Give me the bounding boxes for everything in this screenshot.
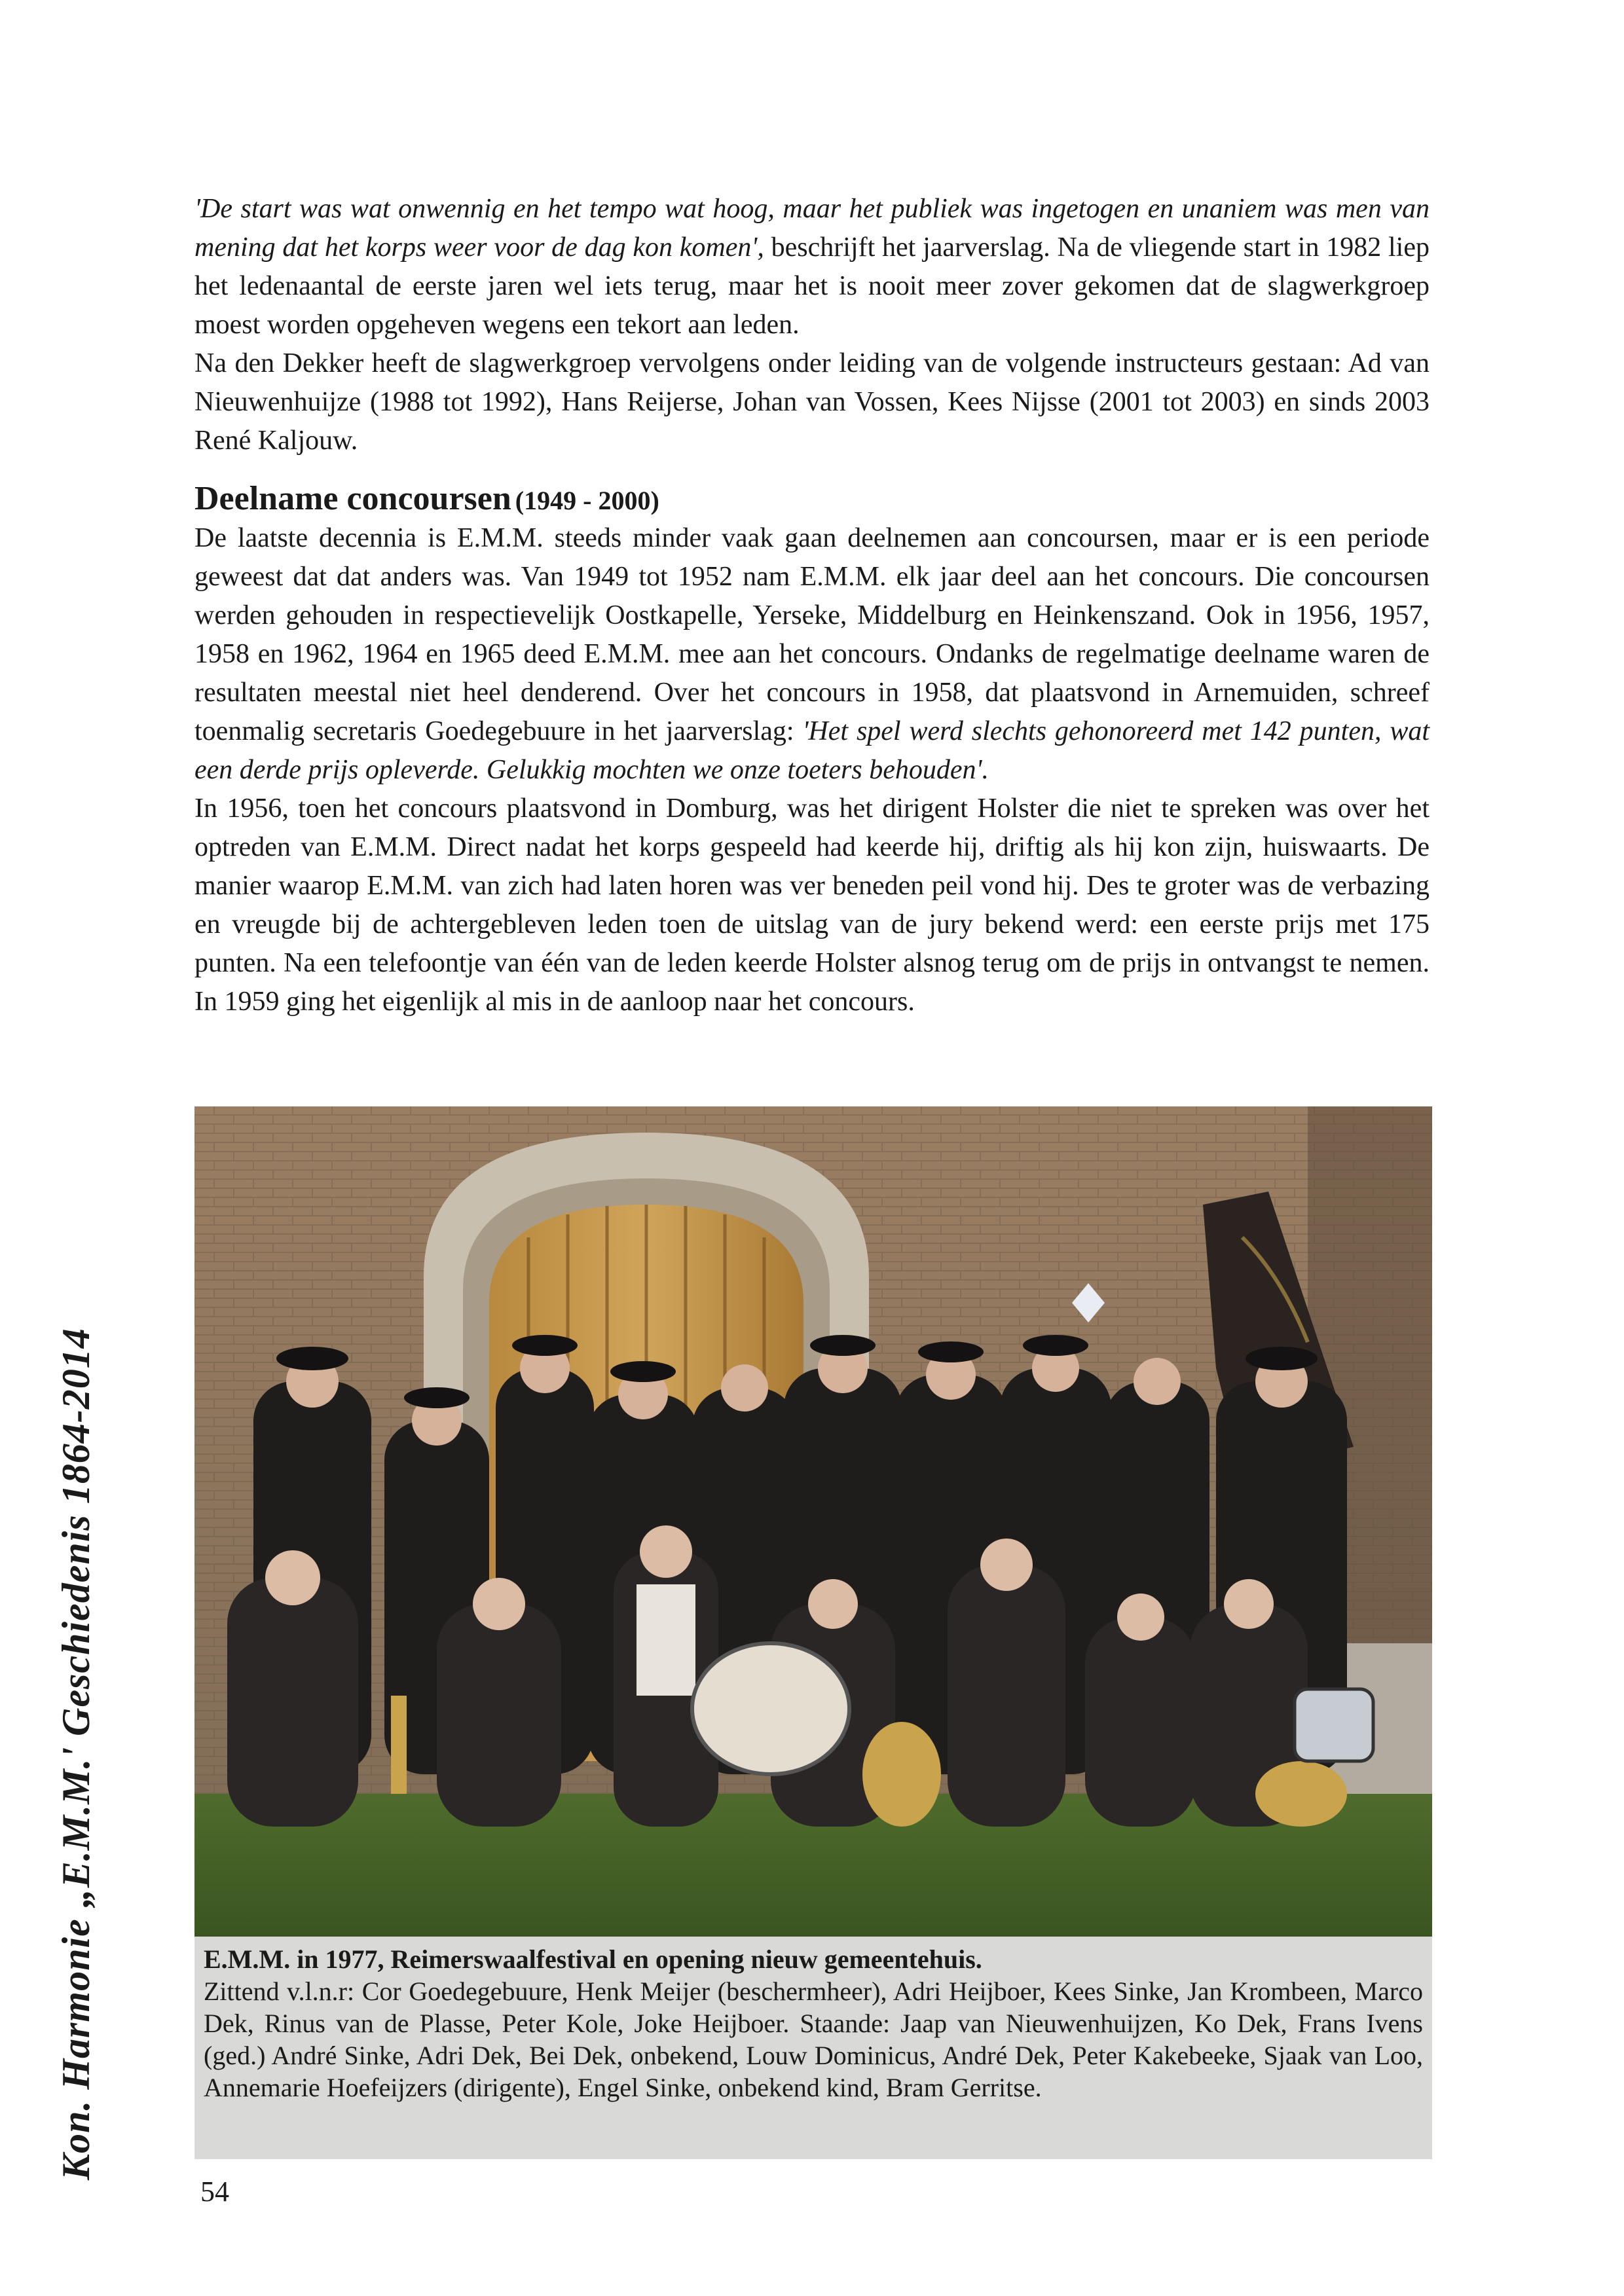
- section-heading-years: (1949 - 2000): [515, 486, 659, 515]
- body-paragraph-1: [194, 519, 1430, 790]
- caption-text: Zittend v.l.n.r: Cor Goedegebuure, Henk Meijer (beschermheer), Adri Heijboer, Kees Sinke, Jan Krombeen, Marco Dek, Rinus van de Plasse, Peter Kole, Joke Heijboer. Staande: Jaap van Nieuwenhuijzen, Ko Dek, Frans Ivens (ged.) André Sinke, Adri Dek, Bei Dek, onbekend, Louw Dominicus, André Dek, Peter Kakebeeke, Sjaak van Loo, Annemarie Hoefeijzers (dirigente), Engel Sinke, onbekend kind, Bram Gerritse.: [204, 1977, 1423, 2102]
- section-body: [194, 519, 1430, 1021]
- page-number: 54: [200, 2176, 229, 2208]
- intro-text-1: beschrijft het jaarverslag. Na de vliegende start in 1982 liep het ledenaantal de eerste jaren wel iets terug, maar het is nooit meer zover gekomen dat de slagwerkgroep moest worden opgeheven wegens een tekort aan leden.: [194, 232, 1430, 340]
- section-heading: [194, 479, 659, 518]
- body-paragraph-1-quote: 'Het spel werd slechts gehonoreerd met 142 punten, wat een derde prijs opleverde. Gelukkig mochten we onze toeters behouden'.: [194, 716, 1430, 785]
- intro-text-2: Na den Dekker heeft de slagwerkgroep vervolgens onder leiding van de volgende instructeurs gestaan: Ad van Nieuwenhuijze (1988 tot 1992), Hans Reijerse, Johan van Vossen, Kees Nijsse (2001 tot 2003) en sinds 2003 René Kaljouw.: [194, 348, 1430, 456]
- intro-quote: 'De start was wat onwennig en het tempo wat hoog, maar het publiek was ingetogen en unaniem was men van mening dat het korps weer voor de dag kon komen',: [194, 194, 1430, 263]
- section-heading-title: Deelname concoursen: [194, 480, 511, 517]
- side-running-title: Kon. Harmonie „E.M.M.' Geschiedenis 1864-2014: [54, 1328, 98, 2180]
- body-paragraph-1-text: De laatste decennia is E.M.M. steeds minder vaak gaan deelnemen aan concoursen, maar er is een periode geweest dat dat anders was. Van 1949 tot 1952 nam E.M.M. elk jaar deel aan het concours. Die concoursen werden gehouden in respectievelijk Oostkapelle, Yerseke, Middelburg en Heinkenszand. Ook in 1956, 1957, 1958 en 1962, 1964 en 1965 deed E.M.M. mee aan het concours. Ondanks de regelmatige deelname waren de resultaten meestal niet heel denderend. Over het concours in 1958, dat plaatsvond in Arnemuiden, schreef toenmalig secretaris Goedegebuure in het jaarverslag:: [194, 523, 1430, 746]
- group-photo: [194, 1106, 1432, 1937]
- caption-title: E.M.M. in 1977, Reimerswaalfestival en opening nieuw gemeentehuis.: [204, 1944, 982, 1974]
- photo-caption: [194, 1937, 1432, 2159]
- body-paragraph-2: In 1956, toen het concours plaatsvond in Domburg, was het dirigent Holster die niet te spreken was over het optreden van E.M.M. Direct nadat het korps gespeeld had keerde hij, driftig als hij kon zijn, huiswaarts. De manier waarop E.M.M. van zich had laten horen was ver beneden peil vond hij. Des te groter was de verbazing en vreugde bij de achtergebleven leden toen de uitslag van de jury bekend werd: een eerste prijs met 175 punten. Na een telefoontje van één van de leden keerde Holster alsnog terug om de prijs in ontvangst te nemen. In 1959 ging het eigenlijk al mis in de aanloop naar het concours.: [194, 793, 1430, 1017]
- intro-paragraph: [194, 190, 1430, 460]
- group-photo-illustration: [194, 1106, 1432, 1937]
